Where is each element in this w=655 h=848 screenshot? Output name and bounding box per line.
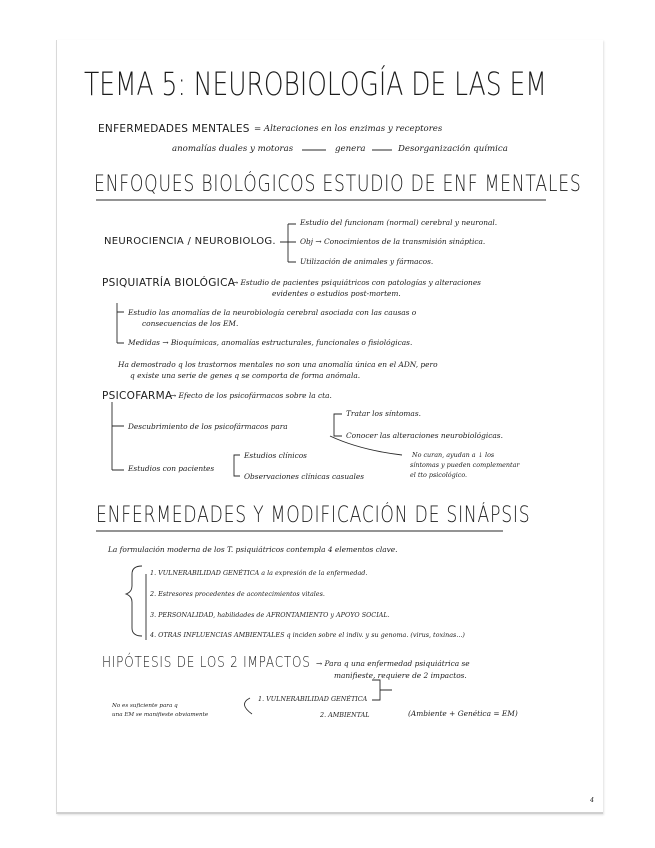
def-chain-c: Desorganización química	[398, 144, 508, 154]
def-chain-a: anomalías duales y motoras	[172, 144, 294, 154]
estudios-item-1: Estudios clínicos	[244, 451, 307, 460]
impact-2: 2. AMBIENTAL	[320, 711, 370, 719]
def-text: = Alteraciones en los enzimas y receptores	[254, 124, 443, 134]
psico-label: PSICOFARMA	[102, 390, 173, 402]
estudios-label: Estudios con pacientes	[128, 464, 215, 473]
note-line-1: Ha demostrado q los trastornos mentales no son una anomalía única en el ADN, pero	[118, 360, 438, 369]
element-4: 4. OTRAS INFLUENCIAS AMBIENTALES q inciden sobre el indiv. y su genoma. (virus, toxinas...)	[150, 631, 465, 639]
section-heading-1: ENFOQUES BIOLÓGICOS ESTUDIO DE ENF MENTALES	[94, 172, 582, 197]
impact-1: 1. VULNERABILIDAD GENÉTICA	[258, 695, 368, 703]
neuro-item-2: Obj → Conocimientos de la transmisión sináptica.	[300, 237, 486, 246]
no-curan-line-3: el tto psicológico.	[410, 471, 468, 479]
desc-label: Descubrimiento de los psicofármacos para	[128, 422, 288, 431]
note-line-2: q existe una serie de genes q se comporta de forma anómala.	[130, 371, 361, 380]
formula: (Ambiente + Genética = EM)	[408, 709, 518, 718]
desc-item-2: Conocer las alteraciones neurobiológicas.	[346, 431, 503, 440]
psiq-text-2: evidentes o estudios post-mortem.	[272, 289, 401, 298]
psico-text: → Efecto de los psicofármacos sobre la cta.	[170, 391, 332, 400]
no-curan-line-2: síntomas y pueden complementar	[410, 461, 520, 469]
psiq-item-1-line-2: consecuencias de los EM.	[142, 319, 239, 328]
desc-item-1: Tratar los síntomas.	[346, 409, 421, 418]
neuro-label: NEUROCIENCIA / NEUROBIOLOG.	[104, 236, 276, 247]
not-enough-line-1: No es suficiente para q	[112, 703, 178, 709]
element-1: 1. VULNERABILIDAD GENÉTICA a la expresión de la enfermedad.	[150, 569, 368, 577]
page-number: 4	[590, 796, 595, 804]
estudios-item-2: Observaciones clínicas casuales	[244, 472, 365, 481]
psiq-text-1: → Estudio de pacientes psiquiátricos con patologías y alteraciones	[232, 278, 481, 287]
def-label: ENFERMEDADES MENTALES	[98, 123, 250, 135]
neuro-item-3: Utilización de animales y fármacos.	[300, 257, 434, 266]
not-enough-line-2: una EM se manifieste obviamente	[112, 712, 209, 718]
neuro-item-1: Estudio del funcionam (normal) cerebral y neuronal.	[300, 218, 498, 227]
page-title: TEMA 5: NEUROBIOLOGÍA DE LAS EM	[84, 65, 547, 103]
formulation-text: La formulación moderna de los T. psiquiátricos contempla 4 elementos clave.	[108, 545, 398, 554]
no-curan-line-1: No curan, ayudan a ↓ los	[412, 451, 495, 459]
def-chain-b: genera	[335, 144, 366, 154]
psiq-label: PSIQUIATRÍA BIOLÓGICA	[102, 277, 236, 289]
hipotesis-text-2: manifieste, requiere de 2 impactos.	[334, 671, 467, 680]
psiq-item-1-line-1: Estudio las anomalías de la neurobiología cerebral asociada con las causas o	[128, 308, 417, 317]
psiq-item-2: Medidas → Bioquímicas, anomalías estructurales, funcionales o fisiológicas.	[128, 338, 413, 347]
element-2: 2. Estresores procedentes de acontecimientos vitales.	[150, 590, 325, 598]
hipotesis-label: HIPÓTESIS DE LOS 2 IMPACTOS	[102, 653, 311, 671]
section-heading-2: ENFERMEDADES Y MODIFICACIÓN DE SINÁPSIS	[96, 503, 531, 528]
hipotesis-text-1: → Para q una enfermedad psiquiátrica se	[316, 659, 470, 668]
element-3: 3. PERSONALIDAD, habilidades de AFRONTAMIENTO y APOYO SOCIAL.	[150, 611, 390, 619]
